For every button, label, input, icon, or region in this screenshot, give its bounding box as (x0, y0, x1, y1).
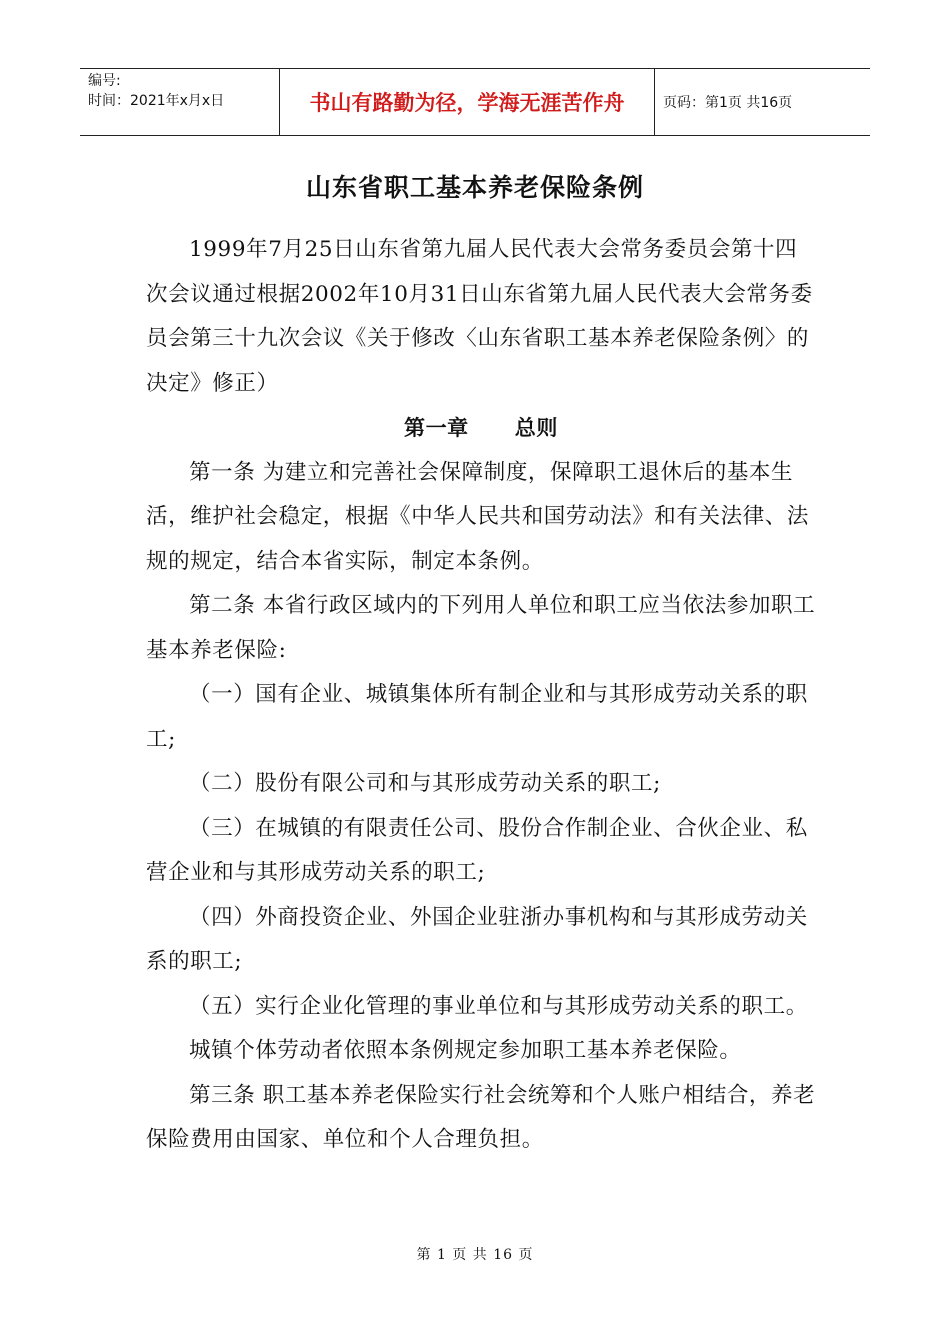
header-page-info: 页码：第1页 共16页 (663, 95, 793, 111)
document-title: 山东省职工基本养老保险条例 (305, 173, 644, 202)
chapter-number: 第一章 (403, 416, 469, 440)
article-paragraph: 城镇个体劳动者依照本条例规定参加职工基本养老保险。 (189, 1038, 742, 1063)
article-paragraph: 第三条 职工基本养老保险实行社会统筹和个人账户相结合，养老保险费用由国家、单位和个人合理负担。 (146, 1082, 816, 1152)
article-paragraph: （一）国有企业、城镇集体所有制企业和与其形成劳动关系的职工; (146, 682, 808, 752)
article-paragraph: （五）实行企业化管理的事业单位和与其形成劳动关系的职工。 (189, 993, 808, 1019)
article-paragraph: 第一条 为建立和完善社会保障制度，保障职工退休后的基本生活，维护社会稳定，根据《中华人民共和国劳动法》和有关法律、法规的规定，结合本省实际，制定本条例。 (146, 459, 810, 574)
article-paragraph: （二）股份有限公司和与其形成劳动关系的职工; (189, 771, 661, 796)
document-date: 时间：2021年x月x日 (88, 93, 225, 109)
document-body (146, 228, 816, 1163)
article-paragraph: 第二条 本省行政区域内的下列用人单位和职工应当依法参加职工基本养老保险: (146, 593, 816, 663)
page-header (80, 68, 870, 136)
page-footer: 第 1 页 共 16 页 (416, 1247, 534, 1263)
article-paragraph: （三）在城镇的有限责任公司、股份合作制企业、合伙企业、私营企业和与其形成劳动关系的职工; (146, 815, 808, 885)
chapter-name: 总则 (514, 416, 558, 440)
header-motto: 书山有路勤为径，学海无涯苦作舟 (280, 69, 655, 135)
article-paragraph: （四）外商投资企业、外国企业驻浙办事机构和与其形成劳动关系的职工; (146, 904, 808, 974)
preamble-paragraph: 1999年7月25日山东省第九届人民代表大会常务委员会第十四次会议通过根据2002年10月31日山东省第九届人民代表大会常务委员会第三十九次会议《关于修改〈山东省职工基本养老保险条例〉的决定》修正） (146, 237, 813, 396)
header-meta (80, 69, 280, 135)
chapter-heading (146, 406, 816, 451)
document-number-label: 编号: (88, 73, 121, 89)
